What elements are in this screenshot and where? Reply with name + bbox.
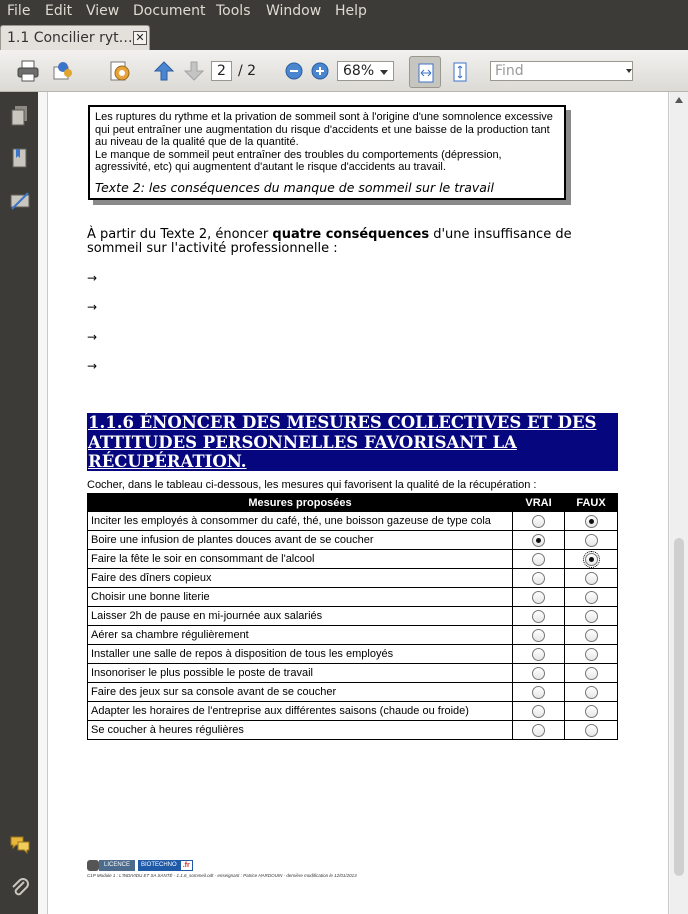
vrai-cell (513, 626, 565, 645)
measure-label: Aérer sa chambre régulièrement (88, 626, 513, 645)
menu-document[interactable]: Document (133, 3, 206, 19)
vrai-cell (513, 531, 565, 550)
measure-label: Adapter les horaires de l'entreprise aux différentes saisons (chaude ou froide) (88, 702, 513, 721)
faux-cell (565, 702, 618, 721)
vrai-radio[interactable] (532, 629, 545, 642)
page-total: / 2 (238, 63, 257, 79)
measure-label: Faire des jeux sur sa console avant de se coucher (88, 683, 513, 702)
biotechno-logo: BIOTECHNO (138, 860, 180, 871)
licence-logo: LICENCE (99, 860, 135, 871)
vrai-cell (513, 569, 565, 588)
menu-view[interactable]: View (86, 3, 120, 19)
faux-cell (565, 664, 618, 683)
answer-line-4[interactable]: → (87, 359, 98, 373)
faux-radio[interactable] (585, 686, 598, 699)
fit-width-button[interactable] (409, 56, 441, 88)
vrai-cell (513, 588, 565, 607)
zoom-in-icon[interactable] (311, 62, 329, 80)
question-part-2: d'une insuffisance de sommeil sur l'activité professionnelle : (87, 227, 572, 256)
measure-label: Faire la fête le soir en consommant de l'alcool (88, 550, 513, 569)
table-row (88, 569, 618, 588)
table-row (88, 607, 618, 626)
vrai-radio[interactable] (532, 686, 545, 699)
measure-label: Choisir une bonne literie (88, 588, 513, 607)
faux-radio[interactable] (585, 667, 598, 680)
fit-page-icon (450, 62, 470, 82)
document-page (47, 92, 669, 914)
scroll-up-icon[interactable] (675, 97, 683, 103)
header-faux: FAUX (565, 494, 618, 512)
vrai-radio[interactable] (532, 591, 545, 604)
menu-file[interactable]: File (7, 3, 31, 19)
table-row (88, 683, 618, 702)
answer-line-2[interactable]: → (87, 300, 98, 314)
fit-width-icon (416, 63, 436, 83)
vrai-radio[interactable] (532, 610, 545, 623)
measure-label: Boire une infusion de plantes douces avant de se coucher (88, 531, 513, 550)
faux-radio[interactable] (585, 591, 598, 604)
vrai-cell (513, 664, 565, 683)
document-viewer[interactable] (38, 92, 688, 914)
header-vrai: VRAI (513, 494, 565, 512)
zoom-select[interactable] (337, 61, 394, 81)
attachments-icon[interactable] (9, 877, 31, 899)
faux-cell (565, 645, 618, 664)
vrai-radio[interactable] (532, 553, 545, 566)
faux-radio[interactable] (585, 515, 598, 528)
scrollbar-thumb[interactable] (674, 538, 684, 876)
biotechno-fr-logo: .fr (180, 860, 193, 871)
question-part-1: À partir du Texte 2, énoncer (87, 227, 273, 242)
table-intro: Cocher, dans le tableau ci-dessous, les mesures qui favorisent la qualité de la récupération : (87, 479, 537, 491)
signatures-icon[interactable] (9, 190, 31, 212)
table-row (88, 721, 618, 740)
faux-cell (565, 626, 618, 645)
faux-radio[interactable] (585, 724, 598, 737)
measure-label: Laisser 2h de pause en mi-journée aux salariés (88, 607, 513, 626)
menu-window[interactable]: Window (266, 3, 322, 19)
vrai-radio[interactable] (532, 534, 545, 547)
vrai-cell (513, 721, 565, 740)
faux-radio[interactable] (585, 572, 598, 585)
vrai-radio[interactable] (532, 572, 545, 585)
vrai-radio[interactable] (532, 724, 545, 737)
vrai-radio[interactable] (532, 515, 545, 528)
page-number-input[interactable]: 2 (211, 61, 232, 81)
faux-radio[interactable] (585, 629, 598, 642)
text-2-paragraph-1: Les ruptures du rythme et la privation de sommeil sont à l'origine d'une somnolence excessive qui peut entraîner une augmentation du risque d'accidents et une baisse de la production tant au niveau de la qualité que de la quantité. (95, 111, 553, 148)
zoom-value: 68% (343, 63, 375, 79)
vrai-radio[interactable] (532, 667, 545, 680)
close-tab-icon[interactable]: ✕ (133, 31, 147, 45)
table-row (88, 588, 618, 607)
vrai-cell (513, 702, 565, 721)
footer-text: C1P Module 1 : L'INDIVIDU ET SA SANTÉ - 1.1.6_sommeil.odt - enseignant : Patrice HARDOUIN - dernière modification le 12/01/2013 (87, 873, 357, 878)
faux-cell (565, 683, 618, 702)
faux-radio[interactable] (585, 705, 598, 718)
vrai-cell (513, 512, 565, 531)
faux-radio[interactable] (585, 534, 598, 547)
table-row (88, 512, 618, 531)
table-row (88, 702, 618, 721)
go-up-icon[interactable] (152, 59, 176, 83)
table-header-row (88, 494, 618, 512)
vrai-cell (513, 645, 565, 664)
footer-logos (87, 860, 193, 872)
find-dropdown-icon[interactable] (626, 69, 632, 73)
chevron-down-icon (380, 70, 388, 75)
fit-page-button[interactable] (444, 56, 476, 88)
vrai-cell (513, 550, 565, 569)
section-heading: 1.1.6 ÉNONCER DES MESURES COLLECTIVES ET DES ATTITUDES PERSONNELLES FAVORISANT LA RÉCUPÉRATION. (87, 413, 618, 471)
properties-icon[interactable] (107, 59, 131, 83)
menu-edit[interactable]: Edit (45, 3, 73, 19)
document-tab-title: 1.1 Concilier ryt… (7, 30, 133, 46)
document-tab[interactable] (0, 25, 150, 50)
faux-radio[interactable] (585, 610, 598, 623)
question-emphasis: quatre conséquences (272, 227, 430, 242)
table-row (88, 531, 618, 550)
navigation-sidebar (0, 92, 38, 914)
faux-cell (565, 512, 618, 531)
vrai-cell (513, 607, 565, 626)
answer-line-1[interactable]: → (87, 271, 98, 285)
text-2-box (88, 105, 566, 200)
faux-radio[interactable] (585, 553, 598, 566)
measures-table (87, 493, 618, 740)
faux-cell (565, 588, 618, 607)
pages-icon[interactable] (9, 105, 31, 127)
vrai-cell (513, 683, 565, 702)
vrai-radio[interactable] (532, 648, 545, 661)
faux-cell (565, 721, 618, 740)
vrai-radio[interactable] (532, 705, 545, 718)
header-measures: Mesures proposées (88, 494, 513, 512)
table-row (88, 645, 618, 664)
faux-cell (565, 607, 618, 626)
answer-line-3[interactable]: → (87, 330, 98, 344)
print-icon[interactable] (16, 59, 40, 83)
text-2-paragraph-2: Le manque de sommeil peut entraîner des troubles du comportements (dépression, agressivité, etc) qui augmentent d'autant le risque d'accidents au travail. (95, 148, 502, 173)
find-placeholder: Find (495, 63, 524, 79)
table-row (88, 626, 618, 645)
send-icon[interactable] (51, 59, 75, 83)
faux-radio[interactable] (585, 648, 598, 661)
measure-label: Installer une salle de repos à disposition de tous les employés (88, 645, 513, 664)
measure-label: Inciter les employés à consommer du café, thé, une boisson gazeuse de type cola (88, 512, 513, 531)
vertical-scrollbar[interactable] (670, 92, 688, 914)
zoom-out-icon[interactable] (285, 62, 303, 80)
menu-tools[interactable]: Tools (216, 3, 251, 19)
faux-cell (565, 550, 618, 569)
menu-bar (0, 0, 688, 24)
go-down-icon[interactable] (182, 59, 206, 83)
measure-label: Insonoriser le plus possible le poste de travail (88, 664, 513, 683)
faux-cell (565, 569, 618, 588)
comments-icon[interactable] (9, 834, 31, 856)
table-row (88, 550, 618, 569)
text-2-caption: Texte 2: les conséquences du manque de sommeil sur le travail (95, 179, 494, 195)
measure-label: Se coucher à heures régulières (88, 721, 513, 740)
faux-cell (565, 531, 618, 550)
table-row (88, 664, 618, 683)
cc-logo-icon (87, 860, 99, 871)
bookmarks-icon[interactable] (9, 147, 31, 169)
menu-help[interactable]: Help (335, 3, 367, 19)
measure-label: Faire des dîners copieux (88, 569, 513, 588)
find-input[interactable] (490, 61, 633, 81)
tab-bar (0, 24, 688, 50)
question-text (87, 228, 617, 256)
